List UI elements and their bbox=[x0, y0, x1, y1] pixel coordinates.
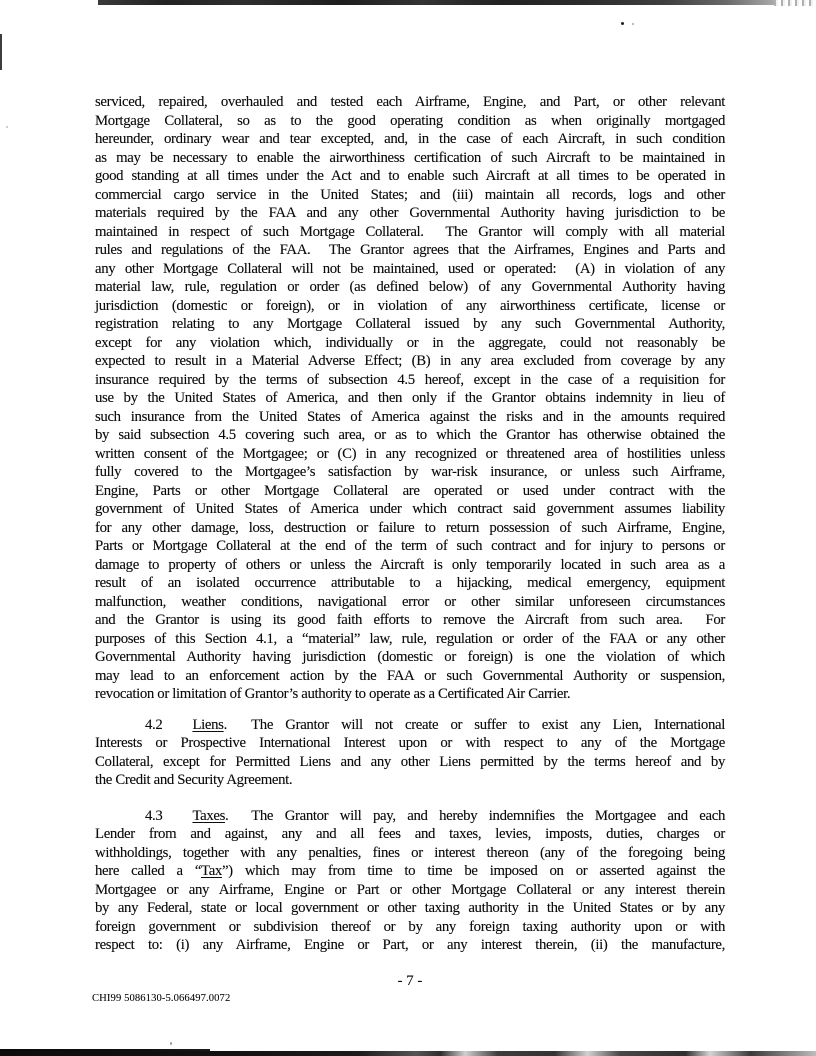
underlined-term: Liens bbox=[192, 716, 224, 733]
text-line bbox=[95, 716, 725, 735]
text-segment: here called a “ bbox=[95, 863, 202, 879]
text-line: commercial cargo service in the United States; and (iii) maintain all records, logs and other bbox=[95, 186, 725, 203]
paragraph-4-2-liens bbox=[95, 716, 725, 790]
scan-speck bbox=[632, 23, 634, 25]
text-line: malfunction, weather conditions, navigational error or other similar unforeseen circumstances bbox=[95, 593, 725, 610]
scan-artifact-left-edge bbox=[0, 34, 2, 70]
text-line bbox=[95, 862, 725, 881]
text-line: use by the United States of America, and then only if the Grantor obtains indemnity in lieu of bbox=[95, 390, 725, 406]
text-line: Mortgagee or any Airframe, Engine or Part or other Mortgage Collateral or any interest therein bbox=[95, 881, 725, 898]
text-line bbox=[95, 807, 725, 826]
document-id-footer: CHI99 5086130-5.066497.0072 bbox=[92, 993, 231, 1004]
text-line: result of an isolated occurrence attributable to a hijacking, medical emergency, equipment bbox=[95, 575, 725, 591]
text-line: serviced, repaired, overhauled and tested each Airframe, Engine, and Part, or other relevant bbox=[95, 94, 725, 110]
text-line: fully covered to the Mortgagee’s satisfaction by war-risk insurance, or unless such Airframe, bbox=[95, 464, 725, 480]
text-line: material law, rule, regulation or order (as defined below) of any Governmental Authority having bbox=[95, 279, 725, 295]
text-line: maintained in respect of such Mortgage Collateral. The Grantor will comply with all material bbox=[95, 223, 725, 240]
text-line: any other Mortgage Collateral will not be maintained, used or operated: (A) in violation of any bbox=[95, 260, 725, 277]
text-line: may lead to an enforcement action by the FAA or such Governmental Authority or suspension, bbox=[95, 667, 725, 684]
text-line: registration relating to any Mortgage Collateral issued by any such Governmental Authority, bbox=[95, 316, 725, 332]
paragraph-4-1-continuation bbox=[95, 93, 725, 704]
text-line: revocation or limitation of Grantor’s authority to operate as a Certificated Air Carrier. bbox=[95, 686, 571, 702]
text-line: respect to: (i) any Airframe, Engine or Part, or any interest therein, (ii) the manufacture, bbox=[95, 937, 725, 953]
text-line: written consent of the Mortgagee; or (C) in any recognized or threatened area of hostilities unless bbox=[95, 445, 725, 462]
text-line: except for any violation which, individually or in the aggregate, could not reasonably be bbox=[95, 334, 725, 351]
text-line: insurance required by the terms of subsection 4.5 hereof, except in the case of a requisition for bbox=[95, 371, 725, 388]
scan-speck bbox=[170, 1042, 172, 1045]
text-line: Engine, Parts or other Mortgage Collateral are operated or used under contract with the bbox=[95, 482, 725, 499]
text-segment: 4.2 bbox=[145, 716, 163, 733]
text-line: by any Federal, state or local government or other taxing authority in the United States or by any bbox=[95, 900, 725, 916]
text-line: foreign government or subdivision thereof or by any foreign taxing authority upon or with bbox=[95, 918, 725, 935]
text-line: for any other damage, loss, destruction or failure to return possession of such Airframe, Engine, bbox=[95, 519, 725, 536]
paragraph-4-3-taxes bbox=[95, 807, 725, 955]
text-line: purposes of this Section 4.1, a “material” law, rule, regulation or order of the FAA or any other bbox=[95, 630, 725, 647]
text-line: such insurance from the United States of America against the risks and in the amounts required bbox=[95, 408, 725, 425]
page-number: - 7 - bbox=[397, 973, 423, 989]
text-line: Interests or Prospective International Interest upon or with respect to any of the Mortgage bbox=[95, 735, 725, 751]
text-line: materials required by the FAA and any other Governmental Authority having jurisdiction to be bbox=[95, 205, 725, 221]
text-segment: ”) which may from time to time be imposed on or asserted against the bbox=[221, 863, 725, 879]
text-segment: . The Grantor will pay, and hereby indemnifies the Mortgagee and each bbox=[225, 807, 725, 824]
text-line: good standing at all times under the Act and to enable such Aircraft at all times to be operated in bbox=[95, 168, 725, 184]
text-line: Governmental Authority having jurisdiction (domestic or foreign) is one the violation of which bbox=[95, 649, 725, 665]
text-line: government of United States of America under which contract said government assumes liability bbox=[95, 501, 725, 517]
document-body bbox=[95, 93, 725, 955]
text-line: the Credit and Security Agreement. bbox=[95, 772, 293, 788]
text-segment: . The Grantor will not create or suffer to exist any Lien, International bbox=[223, 716, 725, 733]
text-line: Mortgage Collateral, so as to the good operating condition as when originally mortgaged bbox=[95, 112, 725, 129]
scan-artifact-bottom-edge bbox=[0, 1051, 816, 1056]
text-line: Collateral, except for Permitted Liens and any other Liens permitted by the terms hereof and by bbox=[95, 753, 725, 770]
text-line: as may be necessary to enable the airworthiness certification of such Aircraft to be maintained in bbox=[95, 149, 725, 166]
text-line: Parts or Mortgage Collateral at the end of the term of such contract and for injury to persons or bbox=[95, 538, 725, 554]
text-line: withholdings, together with any penalties, fines or interest thereon (any of the foregoing being bbox=[95, 844, 725, 861]
scan-speck bbox=[6, 126, 8, 128]
text-segment: 4.3 bbox=[145, 807, 163, 824]
text-line: Lender from and against, any and all fees and taxes, levies, imposts, duties, charges or bbox=[95, 826, 725, 842]
text-line: and the Grantor is using its good faith efforts to remove the Aircraft from such area. For bbox=[95, 612, 725, 628]
text-line: hereunder, ordinary wear and tear excepted, and, in the case of each Aircraft, in such condition bbox=[95, 131, 725, 147]
text-line: damage to property of others or unless the Aircraft is only temporarily located in such area as a bbox=[95, 556, 725, 573]
underlined-term: Taxes bbox=[192, 807, 226, 824]
scan-speck bbox=[621, 22, 624, 25]
text-line: by said subsection 4.5 covering such area, or as to which the Grantor has otherwise obtained the bbox=[95, 427, 725, 443]
scan-artifact-top-edge bbox=[98, 0, 774, 5]
text-line: expected to result in a Material Adverse Effect; (B) in any area excluded from coverage by any bbox=[95, 353, 725, 369]
text-line: jurisdiction (domestic or foreign), or in violation of any airworthiness certificate, license or bbox=[95, 297, 725, 314]
underlined-term: Tax bbox=[201, 863, 222, 879]
text-line: rules and regulations of the FAA. The Grantor agrees that the Airframes, Engines and Parts and bbox=[95, 242, 725, 258]
scan-artifact-top-noise bbox=[774, 0, 816, 6]
